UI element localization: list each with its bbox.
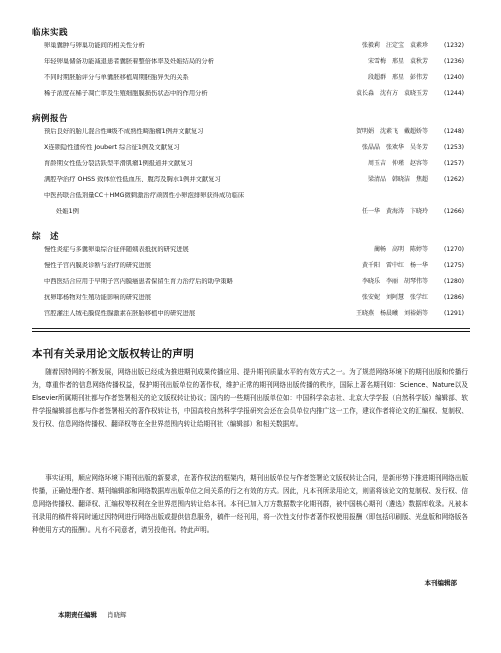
entry-title: 中西医结合应用于早期子宫内膜癌患者保留生育力治疗后的助孕策略 (44, 278, 233, 285)
entry-page: (1253) (444, 144, 464, 151)
entry-page: (1236) (444, 58, 464, 65)
toc-entry[interactable] (44, 74, 464, 82)
entry-authors: 任一华 黄海涛 卞晓玲 (361, 208, 428, 215)
entry-page: (1232) (444, 42, 464, 49)
entry-page: (1266) (444, 208, 464, 215)
entry-title: X连锁隐性遗传性 Joubert 综合征1例及文献复习 (44, 144, 180, 151)
entry-page: (1270) (444, 246, 464, 253)
entry-page: (1244) (444, 90, 464, 97)
toc-entry[interactable] (44, 176, 464, 184)
toc-entry[interactable] (44, 42, 464, 50)
entry-title: 卵巢囊肿与卵巢功能间的相关性分析 (44, 42, 145, 49)
entry-title: 妊娠1例 (56, 208, 79, 215)
entry-authors: 张毅莉 汪定宝 袁素珍 (361, 42, 428, 49)
entry-authors: 周玉吉 仲瑾 赵容等 (367, 160, 428, 167)
entry-authors: 王晓燕 杨晨曦 刘裕娟等 (355, 310, 428, 317)
toc-entry[interactable] (56, 208, 464, 216)
entry-authors: 宋雪梅 邢星 袁秋芳 (367, 58, 428, 65)
editor-label: 本期责任编辑 (58, 611, 97, 619)
entry-authors: 张晶晶 张欢华 吴冬芳 (361, 144, 428, 151)
entry-title: 慢性子宫内膜炎诊断与治疗的研究进展 (44, 262, 152, 269)
entry-authors: 贺明娟 沈素飞 戴超娇等 (355, 128, 428, 135)
toc-entry[interactable] (44, 192, 464, 200)
entry-title: 宫腔灌注人绒毛膜促性腺激素在胚胎移植中的研究进展 (44, 310, 196, 317)
entry-title: 中医药联合低剂量CC＋HMG微刺激治疗顽固性小卵泡排卵获得成功临床 (44, 192, 245, 199)
section-heading-review: 综 述 (32, 232, 60, 242)
entry-title: 满腔孕治疗 OHSS 致体位性低血压、腹泻及胸水1例并文献复习 (44, 176, 221, 183)
entry-authors: 段超群 邢星 彭伟芳 (367, 74, 428, 81)
entry-title: 抗卵耶杨物对生殖功能影响的研究进展 (44, 294, 152, 301)
entry-page: (1275) (444, 262, 464, 269)
entry-page: (1248) (444, 128, 464, 135)
toc-entry[interactable] (44, 58, 464, 66)
toc-entry[interactable] (44, 128, 464, 136)
entry-authors: 梁清品 韩晓洁 焦超 (367, 176, 428, 183)
toc-entry[interactable] (44, 278, 464, 286)
entry-title: 预后良好的胎儿混合性Ⅲ级不成熟性畸胎瘤1例并文献复习 (44, 128, 204, 135)
toc-entry[interactable] (44, 90, 464, 98)
entry-title: 稀子浓度在稀子凋亡率及生殖细胞膜损伤状态中的作用分析 (44, 90, 208, 97)
toc-entry[interactable] (44, 160, 464, 168)
entry-page: (1291) (444, 310, 464, 317)
toc-entry[interactable] (44, 144, 464, 152)
declaration-paragraph: 事实证明，顺应网络环境下期刊出版的新要求，在著作权法的框架内，期刊出版单位与作者签署论文版权转让合同，是新形势下推进期刊网络出版传播，正确处理作者、期刊编辑部和网络数据库出版单位之间关系的行之有效的方式。因此，凡本刊所录用论文，则需将该论文的复制权、发行权、信息网络传播权、翻译权、汇编权等权利在全世界范围内转让给本刊。本刊已加入万方数据数字化期刊群，被中国核心期刊（遴选）数据库收录。凡被本刊录用的稿件将同时通过因特网进行网络出版或提供信息服务，稿件一经刊用，将一次性支付作者著作权使用报酬（即包括印刷版、光盘版和网络版各种使用方式的报酬）。凡有不同意者，请另投他刊。特此声明。 (32, 474, 468, 534)
entry-authors: 张安妮 刘阿慧 张学红 (361, 294, 428, 301)
section-heading-case-reports: 病例报告 (32, 114, 69, 124)
divider-line-thick (32, 331, 470, 332)
declaration-signoff: 本刊编辑部 (424, 579, 457, 587)
entry-authors: 袁长淼 沈有方 袁晓玉芳 (355, 90, 428, 97)
entry-title: 不同时期胚胎评分与单囊胚移植周期胚胎异失的关系 (44, 74, 189, 81)
entry-page: (1257) (444, 160, 464, 167)
editor-name: 肖晓辉 (107, 611, 127, 619)
entry-page: (1280) (444, 278, 464, 285)
declaration-paragraph: 随着因特网的不断发展，网络出版已经成为推进期刊成果传播应用、提升期刊质量水平的有效方式之一。为了规范网络环境下的期刊出版和传播行为，尊重作者的信息网络传播权益，保护期刊出版单位的著作权，维护正常的期刊网络出版传播的秩序，国际上著名期刊如：Science、Nature以及Elsevier所属期刊社都与作者签署相关的论文版权转让协议；国内的一些期刊出版单位如：中国科学杂志社、北京大学学报（自然科学版）编辑部、软件学报编辑部也都与作者签署相关的著作权转让书，中国高校自然科学学报研究会还在会员单位内推广这一工作，建议作者将论文的汇编权、复制权、发行权、信息网络传播权、翻译权等在全世界范围内转让给期刊社（编辑部）和相关数据库。 (32, 368, 468, 428)
entry-authors: 李晓乐 李丽 胡琴伟等 (361, 278, 428, 285)
entry-title: 年轻卵巢储备功能减退患者囊胚着整倍体率及妊娠结局的分析 (44, 58, 215, 65)
declaration-title: 本刊有关录用论文版权转让的声明 (32, 348, 194, 360)
divider-line (32, 328, 470, 329)
entry-page: (1240) (444, 74, 464, 81)
toc-entry[interactable] (44, 310, 464, 318)
entry-title: 育龄期女性低分裂活跃型平滑肌瘤1例报道并文献复习 (44, 160, 193, 167)
toc-entry[interactable] (44, 294, 464, 302)
entry-page: (1286) (444, 294, 464, 301)
section-heading-clinical-practice: 临床实践 (32, 28, 69, 38)
entry-title: 慢性炎症与多囊卵巢综合征伴随姨表抵抗的研究进展 (44, 246, 189, 253)
toc-entry[interactable] (44, 262, 464, 270)
entry-authors: 蔺畅 高明 陈婷等 (373, 246, 428, 253)
responsible-editor (58, 610, 127, 619)
entry-authors: 黄千阳 雷中红 杨一华 (361, 262, 428, 269)
entry-page: (1262) (444, 176, 464, 183)
toc-entry[interactable] (44, 246, 464, 254)
